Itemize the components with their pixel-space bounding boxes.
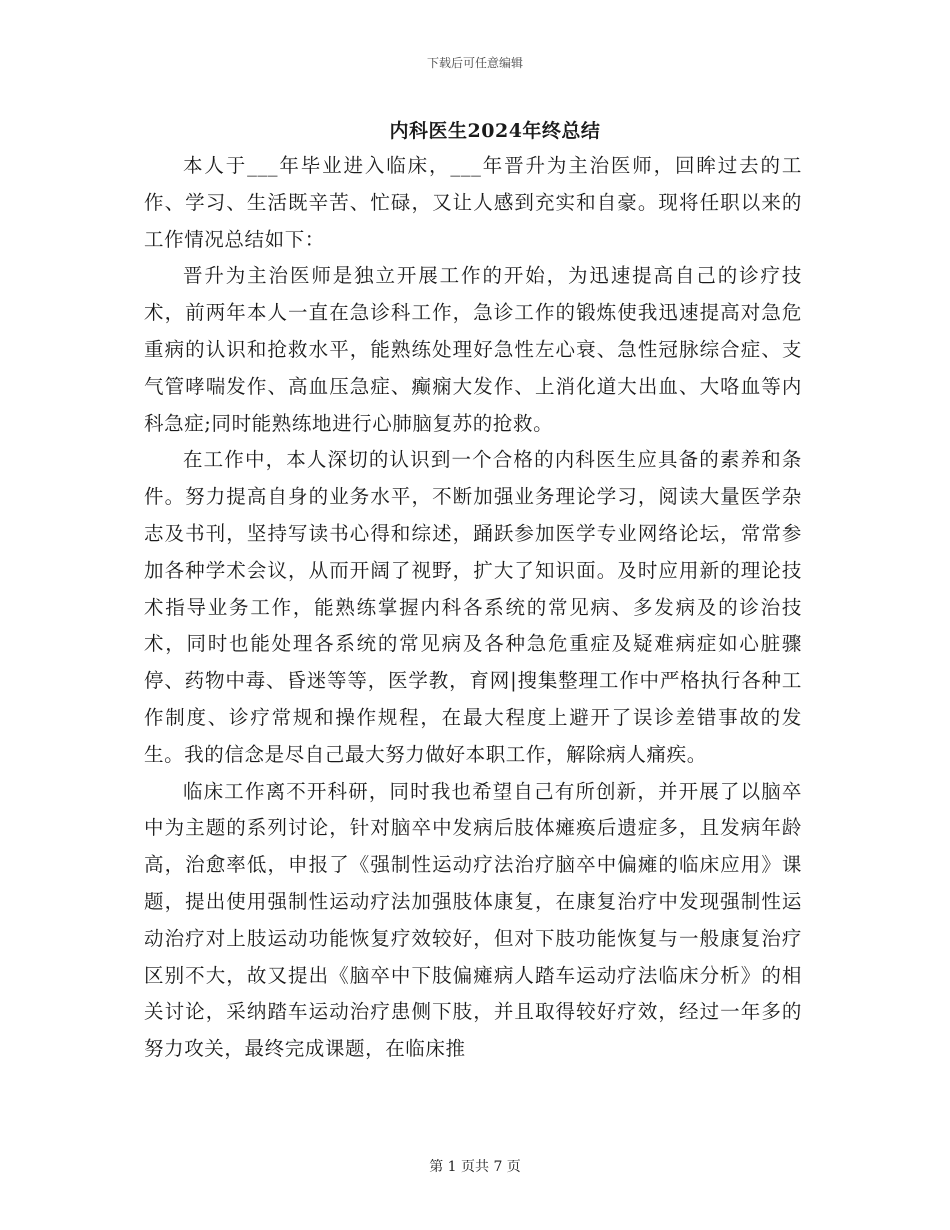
document-title: 内科医生2024年终总结 xyxy=(389,120,601,142)
page-number: 第 1 页共 7 页 xyxy=(429,1159,521,1175)
document-body xyxy=(144,148,802,1068)
paragraph-professional-growth: 在工作中，本人深切的认识到一个合格的内科医生应具备的素养和条件。努力提高自身的业务水平，不断加强业务理论学习，阅读大量医学杂志及书刊，坚持写读书心得和综述，踊跃参加医学专业网络论坛，常常参加各种学术会议，从而开阔了视野，扩大了知识面。及时应用新的理论技术指导业务工作，能熟练掌握内科各系统的常见病、多发病及的诊治技术，同时也能处理各系统的常见病及各种急危重症及疑难病症如心脏骤停、药物中毒、昏迷等等，医学教，育网|搜集整理工作中严格执行各种工作制度、诊疗常规和操作规程，在最大程度上避开了误诊差错事故的发生。我的信念是尽自己最大努力做好本职工作，解除病人痛疾。 xyxy=(144,448,802,766)
paragraph-intro: 本人于___年毕业进入临床，___年晋升为主治医师，回眸过去的工作、学习、生活既辛苦、忙碌，又让人感到充实和自豪。现将任职以来的工作情况总结如下： xyxy=(144,154,802,251)
paragraph-research: 临床工作离不开科研，同时我也希望自己有所创新，并开展了以脑卒中为主题的系列讨论，针对脑卒中发病后肢体瘫痪后遗症多，且发病年龄高，治愈率低，申报了《强制性运动疗法治疗脑卒中偏瘫的临床应用》课题，提出使用强制性运动疗法加强肢体康复，在康复治疗中发现强制性运动治疗对上肢运动功能恢复疗效较好，但对下肢功能恢复与一般康复治疗区别不大，故又提出《脑卒中下肢偏瘫病人踏车运动疗法临床分析》的相关讨论，采纳踏车运动治疗患侧下肢，并且取得较好疗效，经过一年多的努力攻关，最终完成课题，在临床推 xyxy=(144,779,802,1061)
header-note: 下载后可任意编辑 xyxy=(426,56,523,70)
paragraph-emergency-work: 晋升为主治医师是独立开展工作的开始，为迅速提高自己的诊疗技术，前两年本人一直在急诊科工作，急诊工作的锻炼使我迅速提高对急危重病的认识和抢救水平，能熟练处理好急性左心衰、急性冠脉综合症、支气管哮喘发作、高血压急症、癫痫大发作、上消化道大出血、大咯血等内科急症;同时能熟练地进行心肺脑复苏的抢救。 xyxy=(144,264,802,435)
